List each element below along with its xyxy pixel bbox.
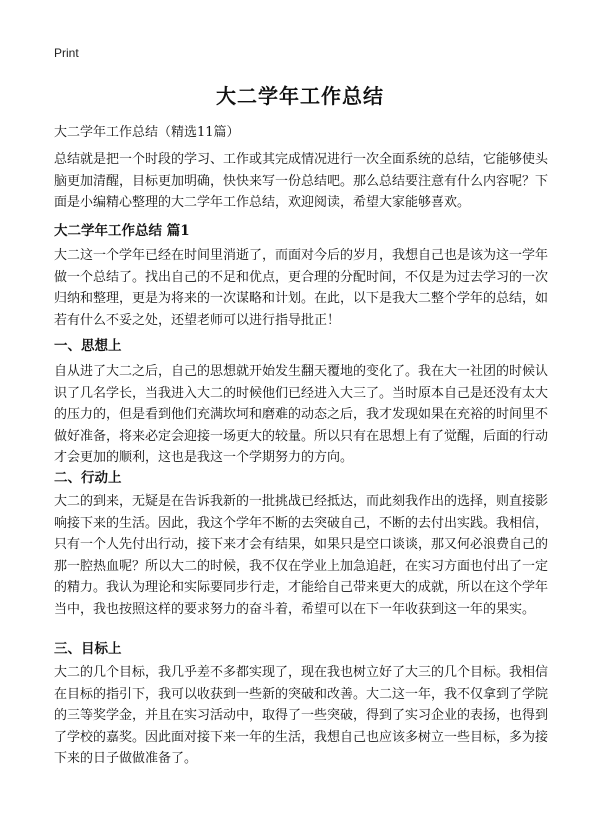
section-heading-goal: 三、目标上 [54, 641, 122, 657]
section-heading-thought: 一、思想上 [54, 338, 122, 354]
intro-paragraph: 总结就是把一个时段的学习、工作或其完成情况进行一次全面系统的总结，它能够使头脑更加清醒，目标更加明确，快快来写一份总结吧。那么总结要注意有什么内容呢？下面是小编精心整理的大二学年工作总结，欢迎阅读，希望大家能够喜欢。 [54, 152, 549, 211]
section-body-action: 大二的到来，无疑是在告诉我新的一批挑战已经抵达，而此刻我作出的选择，则直接影响接下来的生活。因此，我这个学年不断的去突破自己，不断的去付出实践。我相信，只有一个人先付出行动，接下来才会有结果，如果只是空口谈谈，那又何必浪费自己的那一腔热血呢？所以大二的时候，我不仅在学业上加急追赶，在实习方面也付出了一定的精力。我认为理论和实际要同步行走，才能给自己带来更大的成就，所以在这个学年当中，我也按照这样的要求努力的奋斗着，希望可以在下一年收获到这一年的果实。 [54, 494, 549, 617]
section-body-goal: 大二的几个目标，我几乎差不多都实现了，现在我也树立好了大三的几个目标。我相信在目标的指引下，我可以收获到一些新的突破和改善。大二这一年，我不仅拿到了学院的三等奖学金，并且在实习活动中，取得了一些突破，得到了实习企业的表扬，也得到了学校的嘉奖。因此面对接下来一年的生活，我想自己也应该多树立一些目标，多为接下来的日子做做准备了。 [54, 665, 549, 767]
section-body-thought: 自从进了大二之后，自己的思想就开始发生翻天覆地的变化了。我在大一社团的时候认识了几名学长，当我进入大二的时候他们已经进入大三了。当时原本自己是还没有太大的压力的，但是看到他们充满坎坷和磨难的动态之后，我才发现如果在充裕的时间里不做好准备，将来必定会迎接一场更大的较量。所以只有在思想上有了觉醒，后面的行动才会更加的顺利，这也是我这一个学期努力的方向。 [54, 364, 549, 466]
article-heading: 大二学年工作总结 篇1 [54, 223, 190, 239]
section-heading-action: 二、行动上 [54, 470, 122, 486]
document-subtitle: 大二学年工作总结（精选11篇） [54, 125, 240, 140]
article-intro-paragraph: 大二这一个学年已经在时间里消逝了，而面对今后的岁月，我想自己也是该为这一学年做一个总结了。找出自己的不足和优点，更合理的分配时间，不仅是为过去学习的一次归纳和整理，更是为将来的一次谋略和计划。在此，以下是我大二整个学年的总结，如若有什么不妥之处，还望老师可以进行指导批正！ [54, 248, 549, 328]
print-link[interactable]: Print [54, 46, 79, 60]
page-title: 大二学年工作总结 [216, 84, 384, 108]
